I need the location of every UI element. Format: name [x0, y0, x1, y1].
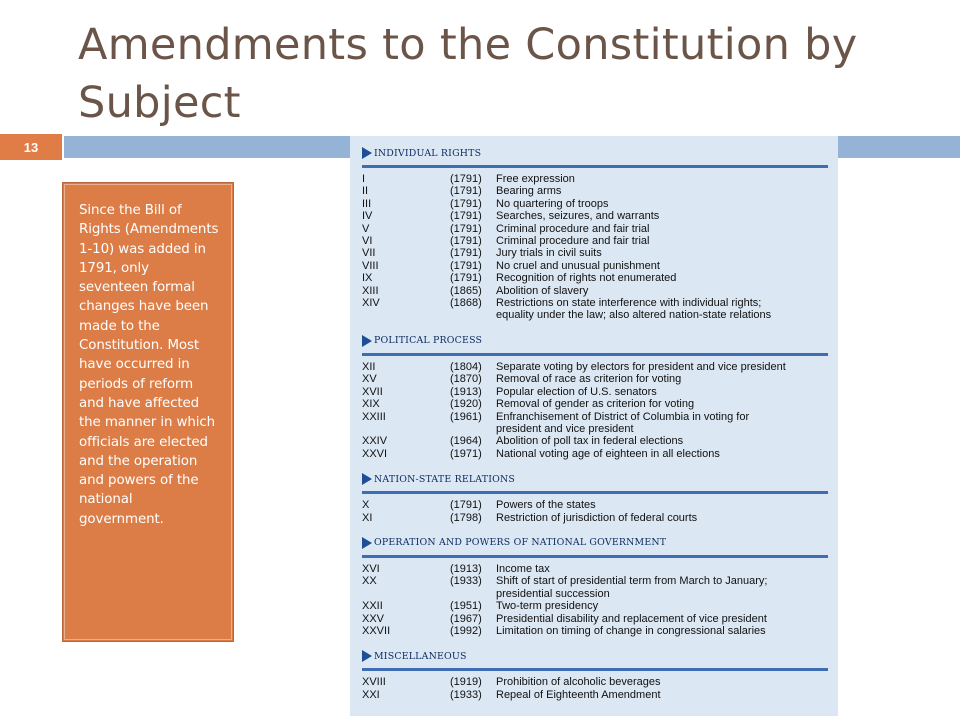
table-row [362, 563, 828, 575]
amendment-description: Income tax [496, 562, 550, 575]
amendment-year: (1791) [450, 185, 482, 198]
table-section [362, 647, 828, 701]
section-header [362, 332, 828, 350]
amendment-number: IV [362, 210, 373, 223]
table-row [362, 247, 828, 259]
section-title: POLITICAL PROCESS [374, 335, 483, 347]
amendment-year: (1870) [450, 373, 482, 386]
amendment-description: Enfranchisement of District of Columbia in voting for [496, 410, 750, 423]
amendment-year: (1992) [450, 624, 482, 637]
amendment-description: Criminal procedure and fair trial [496, 235, 650, 248]
amendment-year: (1791) [450, 210, 482, 223]
amendment-description: Searches, seizures, and warrants [496, 210, 660, 223]
header-bar-left [64, 136, 352, 158]
amendments-table [350, 136, 838, 716]
section-divider [362, 353, 828, 356]
amendment-year: (1913) [450, 562, 482, 575]
amendment-description: Repeal of Eighteenth Amendment [496, 688, 661, 701]
amendment-description: Limitation on timing of change in congressional salaries [496, 624, 766, 637]
amendment-year: (1791) [450, 259, 482, 272]
amendment-description: Two-term presidency [496, 600, 599, 613]
amendment-number: XXI [362, 688, 380, 701]
amendment-year: (1971) [450, 447, 482, 460]
amendment-year: (1913) [450, 385, 482, 398]
amendment-description: Abolition of poll tax in federal elections [496, 435, 684, 448]
amendment-number: VI [362, 235, 373, 248]
amendment-number: XXIII [362, 410, 386, 423]
table-section [362, 332, 828, 460]
amendment-year: (1868) [450, 297, 482, 310]
section-header [362, 470, 828, 488]
amendment-description: Restriction of jurisdiction of federal courts [496, 511, 698, 524]
table-row [362, 223, 828, 235]
amendment-description: Popular election of U.S. senators [496, 385, 657, 398]
amendment-number: IX [362, 272, 373, 285]
section-title: INDIVIDUAL RIGHTS [374, 147, 482, 159]
table-row [362, 185, 828, 197]
amendment-year: (1964) [450, 435, 482, 448]
amendment-description: presidential succession [496, 587, 610, 600]
amendment-year: (1920) [450, 398, 482, 411]
table-row [362, 499, 828, 511]
header-bar-right [836, 136, 960, 158]
amendment-number: XX [362, 575, 377, 588]
amendment-year: (1791) [450, 222, 482, 235]
amendment-number: I [362, 173, 366, 185]
amendment-year: (1791) [450, 197, 482, 210]
amendment-description: Removal of gender as criterion for voting [496, 398, 695, 411]
table-row [362, 285, 828, 297]
triangle-right-icon [362, 473, 372, 485]
table-section [362, 144, 828, 322]
amendment-year: (1967) [450, 612, 482, 625]
triangle-right-icon [362, 650, 372, 662]
table-row [362, 676, 828, 688]
table-row [362, 435, 828, 447]
amendment-number: II [362, 185, 369, 198]
amendment-description: Free expression [496, 173, 575, 185]
amendment-number [362, 588, 450, 600]
amendment-description: Jury trials in civil suits [496, 247, 602, 260]
amendment-number [362, 309, 450, 321]
amendment-description: Prohibition of alcoholic beverages [496, 676, 661, 689]
amendment-year: (1961) [450, 410, 482, 423]
slide-number: 13 [0, 134, 62, 160]
amendment-description: Shift of start of presidential term from March to January; [496, 575, 768, 588]
amendment-year: (1791) [450, 173, 482, 185]
table-row [362, 361, 828, 373]
amendment-description: Bearing arms [496, 185, 562, 198]
amendment-number: XIV [362, 297, 380, 310]
amendment-number: XVII [362, 385, 383, 398]
amendment-year: (1791) [450, 235, 482, 248]
amendment-number: XIII [362, 284, 379, 297]
amendment-description: equality under the law; also altered nation-state relations [496, 309, 772, 322]
amendment-year: (1791) [450, 247, 482, 260]
amendment-number: XXIV [362, 435, 388, 448]
table-row [362, 625, 828, 637]
amendment-description: Recognition of rights not enumerated [496, 272, 677, 285]
section-header [362, 534, 828, 552]
amendment-year: (1933) [450, 688, 482, 701]
amendment-number: X [362, 499, 370, 512]
amendment-number: XIX [362, 398, 380, 411]
section-title: MISCELLANEOUS [374, 650, 467, 662]
amendment-description: Separate voting by electors for president and vice president [496, 360, 786, 373]
sidebar-text-box [62, 182, 234, 642]
sidebar-text: Since the Bill of Rights (Amendments 1-10) was added in 1791, only seventeen formal changes have been made to the Constitution. Most have occurred in periods of reform and have affected the manner in which officials are elected and the operation and powers of the national government. [79, 203, 219, 527]
table-row [362, 210, 828, 222]
amendment-year: (1865) [450, 284, 482, 297]
table-row [362, 272, 828, 284]
amendment-number: VIII [362, 259, 379, 272]
section-divider [362, 165, 828, 168]
table-row [362, 575, 828, 587]
section-title: OPERATION AND POWERS OF NATIONAL GOVERNMENT [374, 537, 667, 549]
triangle-right-icon [362, 335, 372, 347]
amendment-number [362, 423, 450, 435]
amendment-number: V [362, 222, 370, 235]
table-row [362, 411, 828, 423]
amendment-number: XI [362, 511, 373, 524]
table-row [362, 260, 828, 272]
amendment-number: XV [362, 373, 377, 386]
table-row [362, 398, 828, 410]
amendment-description: National voting age of eighteen in all elections [496, 447, 720, 460]
table-row [362, 297, 828, 309]
table-row [362, 173, 828, 185]
table-row [362, 512, 828, 524]
table-row [362, 448, 828, 460]
table-row [362, 588, 828, 600]
table-row [362, 689, 828, 701]
amendment-number: XVI [362, 562, 380, 575]
amendment-year: (1791) [450, 499, 482, 512]
amendment-description: No quartering of troops [496, 197, 609, 210]
table-section [362, 470, 828, 524]
amendment-description: Restrictions on state interference with individual rights; [496, 297, 762, 310]
table-row [362, 309, 828, 321]
amendment-year: (1919) [450, 676, 482, 689]
amendment-year: (1791) [450, 272, 482, 285]
table-row [362, 613, 828, 625]
amendment-number: III [362, 197, 372, 210]
table-row [362, 235, 828, 247]
amendment-year: (1804) [450, 360, 482, 373]
amendment-year [450, 588, 496, 600]
amendment-description: president and vice president [496, 422, 634, 435]
amendment-number: XII [362, 360, 376, 373]
slide-title: Amendments to the Constitution by Subject [78, 20, 858, 128]
amendment-year [450, 309, 496, 321]
amendment-year: (1798) [450, 511, 482, 524]
section-header [362, 647, 828, 665]
section-header [362, 144, 828, 162]
amendment-description: Criminal procedure and fair trial [496, 222, 650, 235]
amendment-year [450, 423, 496, 435]
amendment-number: XXVII [362, 624, 391, 637]
section-divider [362, 491, 828, 494]
amendment-number: XXVI [362, 447, 388, 460]
amendment-number: XVIII [362, 676, 386, 689]
triangle-right-icon [362, 147, 372, 159]
table-row [362, 423, 828, 435]
amendment-description: Removal of race as criterion for voting [496, 373, 682, 386]
amendment-number: XXV [362, 612, 385, 625]
table-row [362, 600, 828, 612]
amendment-description: Abolition of slavery [496, 284, 589, 297]
amendment-year: (1933) [450, 575, 482, 588]
amendment-description: No cruel and unusual punishment [496, 259, 660, 272]
table-row [362, 198, 828, 210]
table-row [362, 373, 828, 385]
amendment-number: VII [362, 247, 376, 260]
table-row [362, 386, 828, 398]
triangle-right-icon [362, 537, 372, 549]
table-section [362, 534, 828, 637]
amendment-year: (1951) [450, 600, 482, 613]
amendment-description: Powers of the states [496, 499, 596, 512]
section-divider [362, 555, 828, 558]
amendment-number: XXII [362, 600, 383, 613]
amendment-description: Presidential disability and replacement of vice president [496, 612, 767, 625]
section-title: NATION-STATE RELATIONS [374, 473, 516, 485]
section-divider [362, 668, 828, 671]
